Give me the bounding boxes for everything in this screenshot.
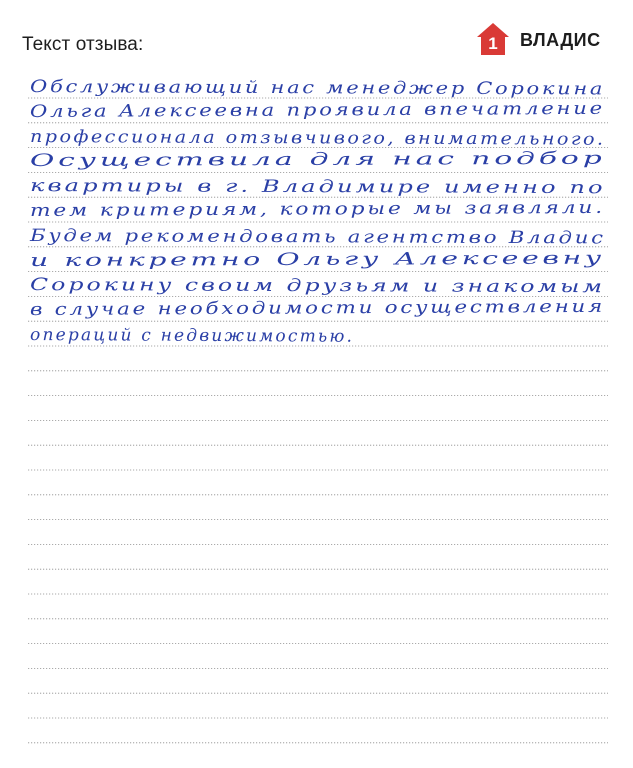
handwritten-line: операций с недвижимостью. [30, 325, 355, 347]
handwritten-line: тем критериям, которые мы заявляли. [29, 197, 606, 221]
review-text-label: Текст отзыва: [22, 34, 144, 55]
handwritten-line: профессионала отзывчивого, внимательного. [30, 126, 606, 150]
logo-wordmark: ВЛАДИС [520, 30, 601, 50]
handwritten-line: Обслуживающий нас менеджер Сорокина [30, 77, 606, 100]
handwritten-line: Ольга Алексеевна проявила впечатление [29, 98, 605, 122]
handwritten-line: Осуществила для нас подбор [29, 149, 606, 172]
handwritten-line: и конкретно Ольгу Алексеевну [29, 248, 605, 271]
handwritten-line: Сорокину своим друзьям и знакомым [30, 275, 606, 298]
handwritten-line: квартиры в г. Владимире именно по [30, 176, 606, 199]
handwritten-line: в случае необходимости осуществления [29, 296, 606, 321]
logo-digit: 1 [488, 34, 498, 53]
handwritten-line: Будем рекомендовать агентство Владис [30, 225, 606, 249]
